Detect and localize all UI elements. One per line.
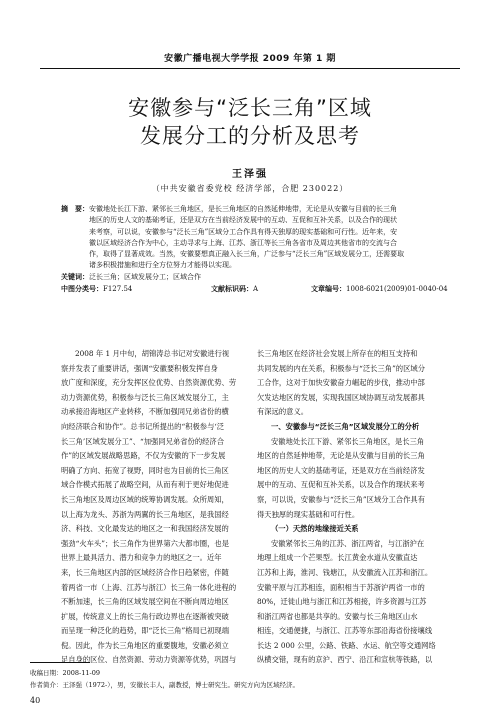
body-line: 放广度和深度，充分发挥区位优势、自然资源优势、劳 (61, 378, 237, 388)
body-line: 欠发达地区的发展，实现我国区域协调互动发展都具 (257, 392, 425, 402)
body-line: 相连，交通便捷，与浙江、江苏等东部沿海省份接壤线 (257, 626, 433, 636)
abstract-line: 作，取得了显著成效。当然，安徽要想真正融入长三角，广泛参与“泛长三角”区域发展分工，还需要取 (89, 250, 405, 259)
section-heading: （一）天然的地缘接近关系 (271, 524, 359, 534)
body-line: 得天独厚的现实基础和可行性。 (257, 509, 360, 519)
body-line: 2008 年 1 月中旬，胡锦涛总书记对安徽进行视 (75, 349, 230, 358)
body-column-right (257, 347, 452, 668)
body-line: 着两省一市（上海、江苏与浙江）长三角一体化进程的 (61, 582, 237, 592)
body-line: 地理上组成一个芒果型。长江黄金水道从安徽直达 (257, 553, 418, 563)
section-heading: 一、安徽参与“泛长三角”区域发展分工的分析 (271, 421, 420, 431)
article-label: 文章编号： (311, 284, 346, 293)
body-line: 察并发表了重要讲话，强调“安徽要积极发挥自身 (61, 363, 218, 373)
body-line: 共同发展的内在关系，积极参与“泛长三角”的区域分 (257, 363, 425, 373)
body-line: 明确了方向、拓宽了视野，同时也为目前的长三角区 (61, 465, 229, 475)
abstract-line: 来考察，可以说，安徽参与“泛长三角”区域分工合作具有得天独厚的现实基础和可行性。近年来，安 (89, 227, 398, 236)
clc-value: F127.54 (103, 285, 133, 293)
article-value: 1008-6021(2009)01-0040-04 (346, 285, 448, 293)
abstract-text: 安徽地处长江下游、紧邻长三角地区，是长三角地区的自然延伸地带，无论是从安徽与目前的长三角 (89, 205, 397, 213)
abstract-line (61, 203, 441, 215)
doc-code (211, 284, 311, 294)
body-line: 纵横交错，现有的京沪、西宁、沿江和宣杭等铁路，以 (257, 655, 433, 665)
footnote-rule (30, 662, 90, 663)
doc-value: A (253, 285, 259, 293)
abstract (61, 203, 441, 272)
clc-label: 中图分类号： (61, 284, 103, 293)
body-line: 济、科技、文化最发达的地区之一和我国经济发展的 (61, 524, 229, 534)
body-line: 以上海为龙头、苏浙为两翼的长三角地区，是我国经 (61, 509, 229, 519)
body-line: 世界上最具活力、潜力和竞争力的地区之一。近年 (61, 553, 222, 563)
body-column-left (61, 347, 256, 668)
body-line: 域合作模式拓展了战略空间，从而有利于更好地促进 (61, 480, 229, 490)
abstract-line: 诸多积极措施和进行全方位努力才能得以实现。 (89, 261, 236, 270)
clc-code (61, 284, 211, 294)
title-line-1: 安徽参与“泛长三角”区域 (128, 96, 372, 120)
body-line: 强劲“火车头”；长三角作为世界第六大都市圈，也是 (61, 538, 229, 548)
body-line: 倪。因此，作为长三角地区的重要腹地，安徽必须立 (61, 640, 229, 650)
journal-header: 安徽广播电视大学学报 2009 年第 1 期 (164, 54, 336, 64)
body-line: 展中的互动、互促和互补关系，以及合作的现状来考 (257, 480, 425, 490)
body-line: 向经济联合和协作”。总书记所提出的“积极参与‘泛 (61, 421, 225, 431)
body-line: 来，长三角地区内部的区域经济合作日趋紧密，伴随 (61, 567, 229, 577)
abstract-line: 徽以区域经济合作为中心，主动寻求与上海、江苏、浙江等长三角各省市及周边其他省市的交流与合 (89, 238, 397, 247)
body-line: 长三角’区域发展分工”、“加强同兄弟省份的经济合 (61, 436, 225, 446)
body-line: 和浙江两省也都是共享的。安徽与长三角地区山水 (257, 611, 418, 621)
body-line: 而呈现一种泛化的趋势，即“泛长三角”格局已初现端 (61, 626, 229, 636)
keywords-label: 关键词： (61, 272, 89, 281)
body-line: 地区的自然延伸地带，无论是从安徽与目前的长三角 (257, 451, 425, 461)
article-number (311, 284, 448, 294)
header-rule (40, 68, 460, 69)
body-line: 动承接沿海地区产业转移，不断加强同兄弟省份的横 (61, 407, 229, 417)
abstract-line: 地区的历史人文的基础考证，还是双方在当前经济发展中的互动、互促和互补关系，以及合作的现状 (89, 216, 397, 225)
body-line: 安徽地处长江下游、紧邻长三角地区，是长三角 (271, 436, 425, 446)
body-line: 80%，迁徙山地与浙江和江苏相接，许多资源与江苏 (257, 597, 427, 607)
classification-line (61, 284, 448, 294)
author-affiliation: （中共安徽省委党校 经济学部，合肥 230022） (151, 184, 349, 193)
doc-label: 文献标识码： (211, 284, 253, 293)
body-line: 足自身的区位、自然资源、劳动力资源等优势，巩固与 (61, 655, 237, 665)
body-line: 不断加速，长三角的区域发展空间在不断向周边地区 (61, 597, 229, 607)
footnote-received: 收稿日期：2008-11-09 (30, 669, 100, 677)
body-line: 有深远的意义。 (257, 407, 309, 417)
body-line: 安徽平原与江苏相连，面积相当于苏浙沪两省一市的 (257, 582, 425, 592)
body-line: 长达 2 000 公里，公路、铁路、水运、航空等交通网络 (257, 640, 436, 650)
body-line: 工合作，这对于加快安徽奋力崛起的步伐，推动中部 (257, 378, 425, 388)
footnote-author-bio: 作者简介：王泽强（1972-），男，安徽长丰人，副教授，博士研究生。研究方向为区域经济。 (30, 681, 299, 689)
body-line: 扩展，传统意义上的长三角行政边界也在逐渐被突破 (61, 611, 229, 621)
body-line: 长三角地区及周边区域的统筹协调发展。众所周知， (61, 494, 229, 504)
title-line-2: 发展分工的分析及思考 (140, 124, 360, 148)
page-number: 40 (30, 696, 41, 705)
abstract-label: 摘 要： (61, 204, 89, 213)
author-name: 王泽强 (232, 169, 268, 180)
body-line: 江苏和上海，淮河、钱塘江，从安徽流入江苏和浙江。 (257, 567, 433, 577)
body-line: 安徽紧邻长三角的江苏、浙江两省，与江浙沪在 (271, 538, 425, 548)
keywords (61, 272, 441, 282)
body-line: 动力资源优势，积极参与泛长三角区域发展分工，主 (61, 392, 229, 402)
body-line: 作”的区域发展战略思路，不仅为安徽的下一步发展 (61, 451, 226, 461)
body-line: 长三角地区在经济社会发展上所存在的相互支持和 (257, 349, 418, 358)
body-line: 察，可以说，安徽参与“泛长三角”区域分工合作具有 (257, 494, 425, 504)
body-line: 地区的历史人文的基础考证，还是双方在当前经济发 (257, 465, 425, 475)
keywords-text: 泛长三角；区域发展分工；区域合作 (89, 273, 201, 281)
